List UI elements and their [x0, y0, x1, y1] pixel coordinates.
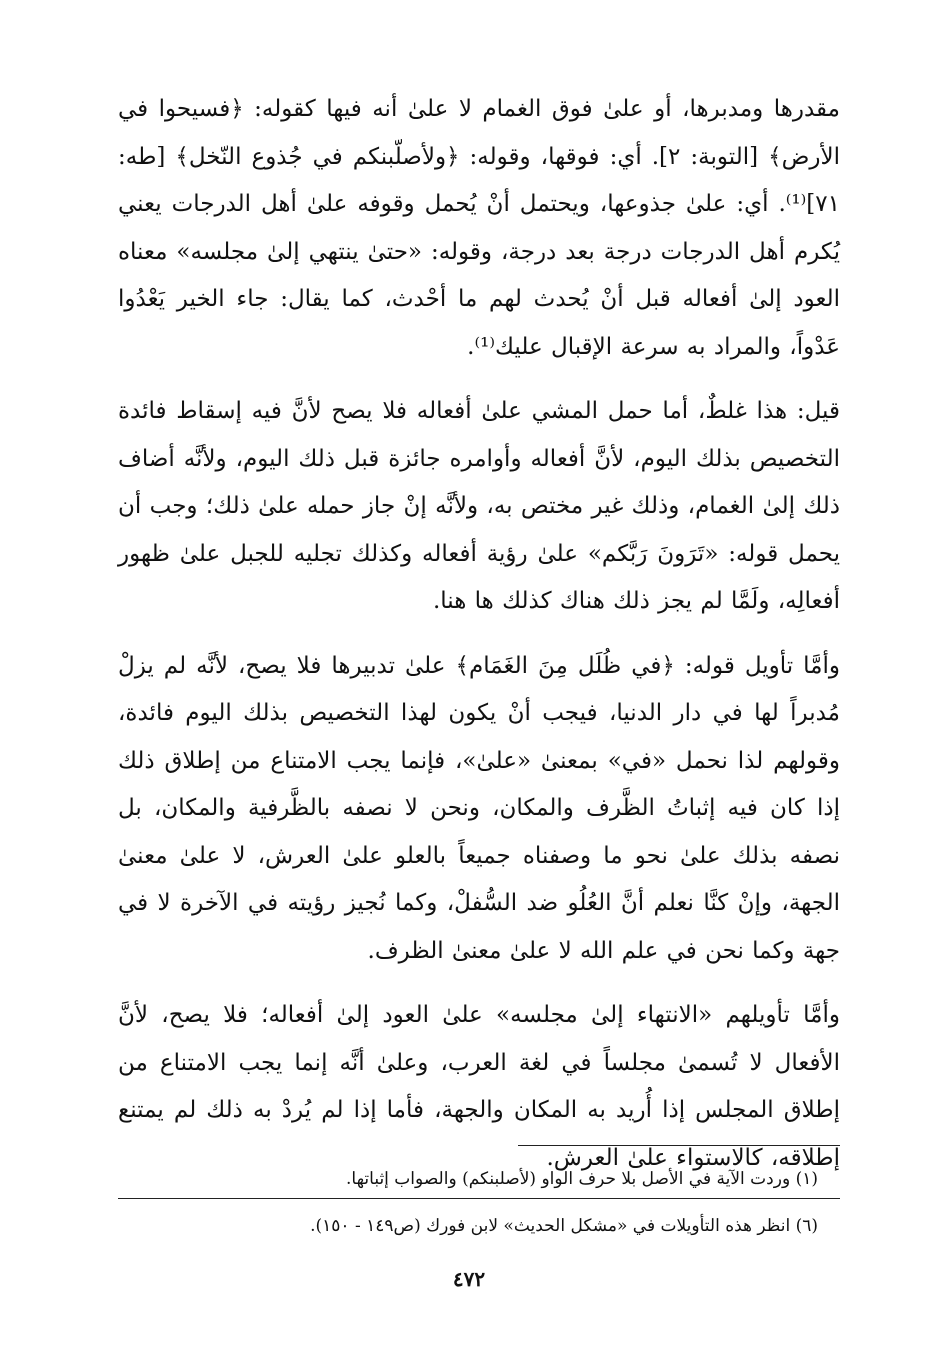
footnote-separator-2	[118, 1198, 840, 1199]
main-text	[118, 86, 840, 1182]
paragraph-4: وأمَّا تأويلهم «الانتهاء إلىٰ مجلسه» علىٰ العود إلىٰ أفعاله؛ فلا يصح، لأنَّ الأفعال لا تُسمىٰ مجلساً في لغة العرب، وعلىٰ أنَّه إنما يجب الامتناع من إطلاق المجلس إذا أُريد به المكان والجهة، فأما إذا لم يُردْ به ذلك لم يمتنع إطلاقه، كالاستواء علىٰ العرش.	[118, 1002, 840, 1171]
paragraph-2: قيل: هذا غلطٌ، أما حمل المشي علىٰ أفعاله فلا يصح لأنَّ فيه إسقاط فائدة التخصيص بذلك اليوم، لأنَّ أفعاله وأوامره جائزة قبل ذلك اليوم، ولأنَّه أضاف ذلك إلىٰ الغمام، وذلك غير مختص به، ولأنَّه إنْ جاز حمله علىٰ ذلك؛ وجب أن يحمل قوله: «تَرَونَ رَبَّكم» علىٰ رؤية أفعاله وكذلك تجليه للجبل علىٰ ظهور أفعالِه، ولَمَّا لم يجز ذلك هناك كذلك ها هنا.	[118, 398, 840, 614]
footnote-separator	[518, 1145, 840, 1146]
footnote-1: (١) وردت الآية في الأصل بلا حرف الواو (لأصلبنكم) والصواب إثباتها.	[345, 1169, 818, 1189]
page-number: ٤٧٢	[452, 1267, 486, 1291]
paragraph-1: مقدرها ومدبرها، أو علىٰ فوق الغمام لا علىٰ أنه فيها كقوله: ﴿فسيحوا في الأرض﴾ [التوبة: ٢]. أي: فوقها، وقوله: ﴿ولأصلّبنكم في جُذوع النّخل﴾ [طه: ٧١]⁽¹⁾. أي: علىٰ جذوعها، ويحتمل أنْ يُحمل وقوفه علىٰ أهل الدرجات يعني يُكرم أهل الدرجات درجة بعد درجة، وقوله: «حتىٰ ينتهي إلىٰ مجلسه» معناه العود إلىٰ أفعاله قبل أنْ يُحدث لهم ما أحْدث، كما يقال: جاء الخير يَعْدُوا عَدْواً، والمراد به سرعة الإقبال عليك⁽¹⁾.	[118, 96, 840, 360]
paragraph-3: وأمَّا تأويل قوله: ﴿في ظُلَل مِنَ الغَمَام﴾ علىٰ تدبيرها فلا يصح، لأنَّه لم يزلْ مُدبراً لها في دار الدنيا، فيجب أنْ يكون لهذا التخصيص بذلك اليوم فائدة، وقولهم لذا نحمل «في» بمعنىٰ «علىٰ»، فإنما يجب الامتناع من إطلاق ذلك إذا كان فيه إثباتُ الظَّرف والمكان، ونحن لا نصفه بالظَّرفية والمكان، بل نصفه بذلك علىٰ نحو ما وصفناه جميعاً بالعلو علىٰ العرش، لا علىٰ معنىٰ الجهة، وإنْ كنَّا نعلم أنَّ العُلُو ضد السُّفلْ، وكما نُجيز رؤيته في الآخرة لا في جهة وكما نحن في علم الله لا علىٰ معنىٰ الظرف.	[118, 652, 840, 964]
footnote-2: (٦) انظر هذه التأويلات في «مشكل الحديث» لابن فورك (ص١٤٩ - ١٥٠).	[310, 1216, 818, 1236]
